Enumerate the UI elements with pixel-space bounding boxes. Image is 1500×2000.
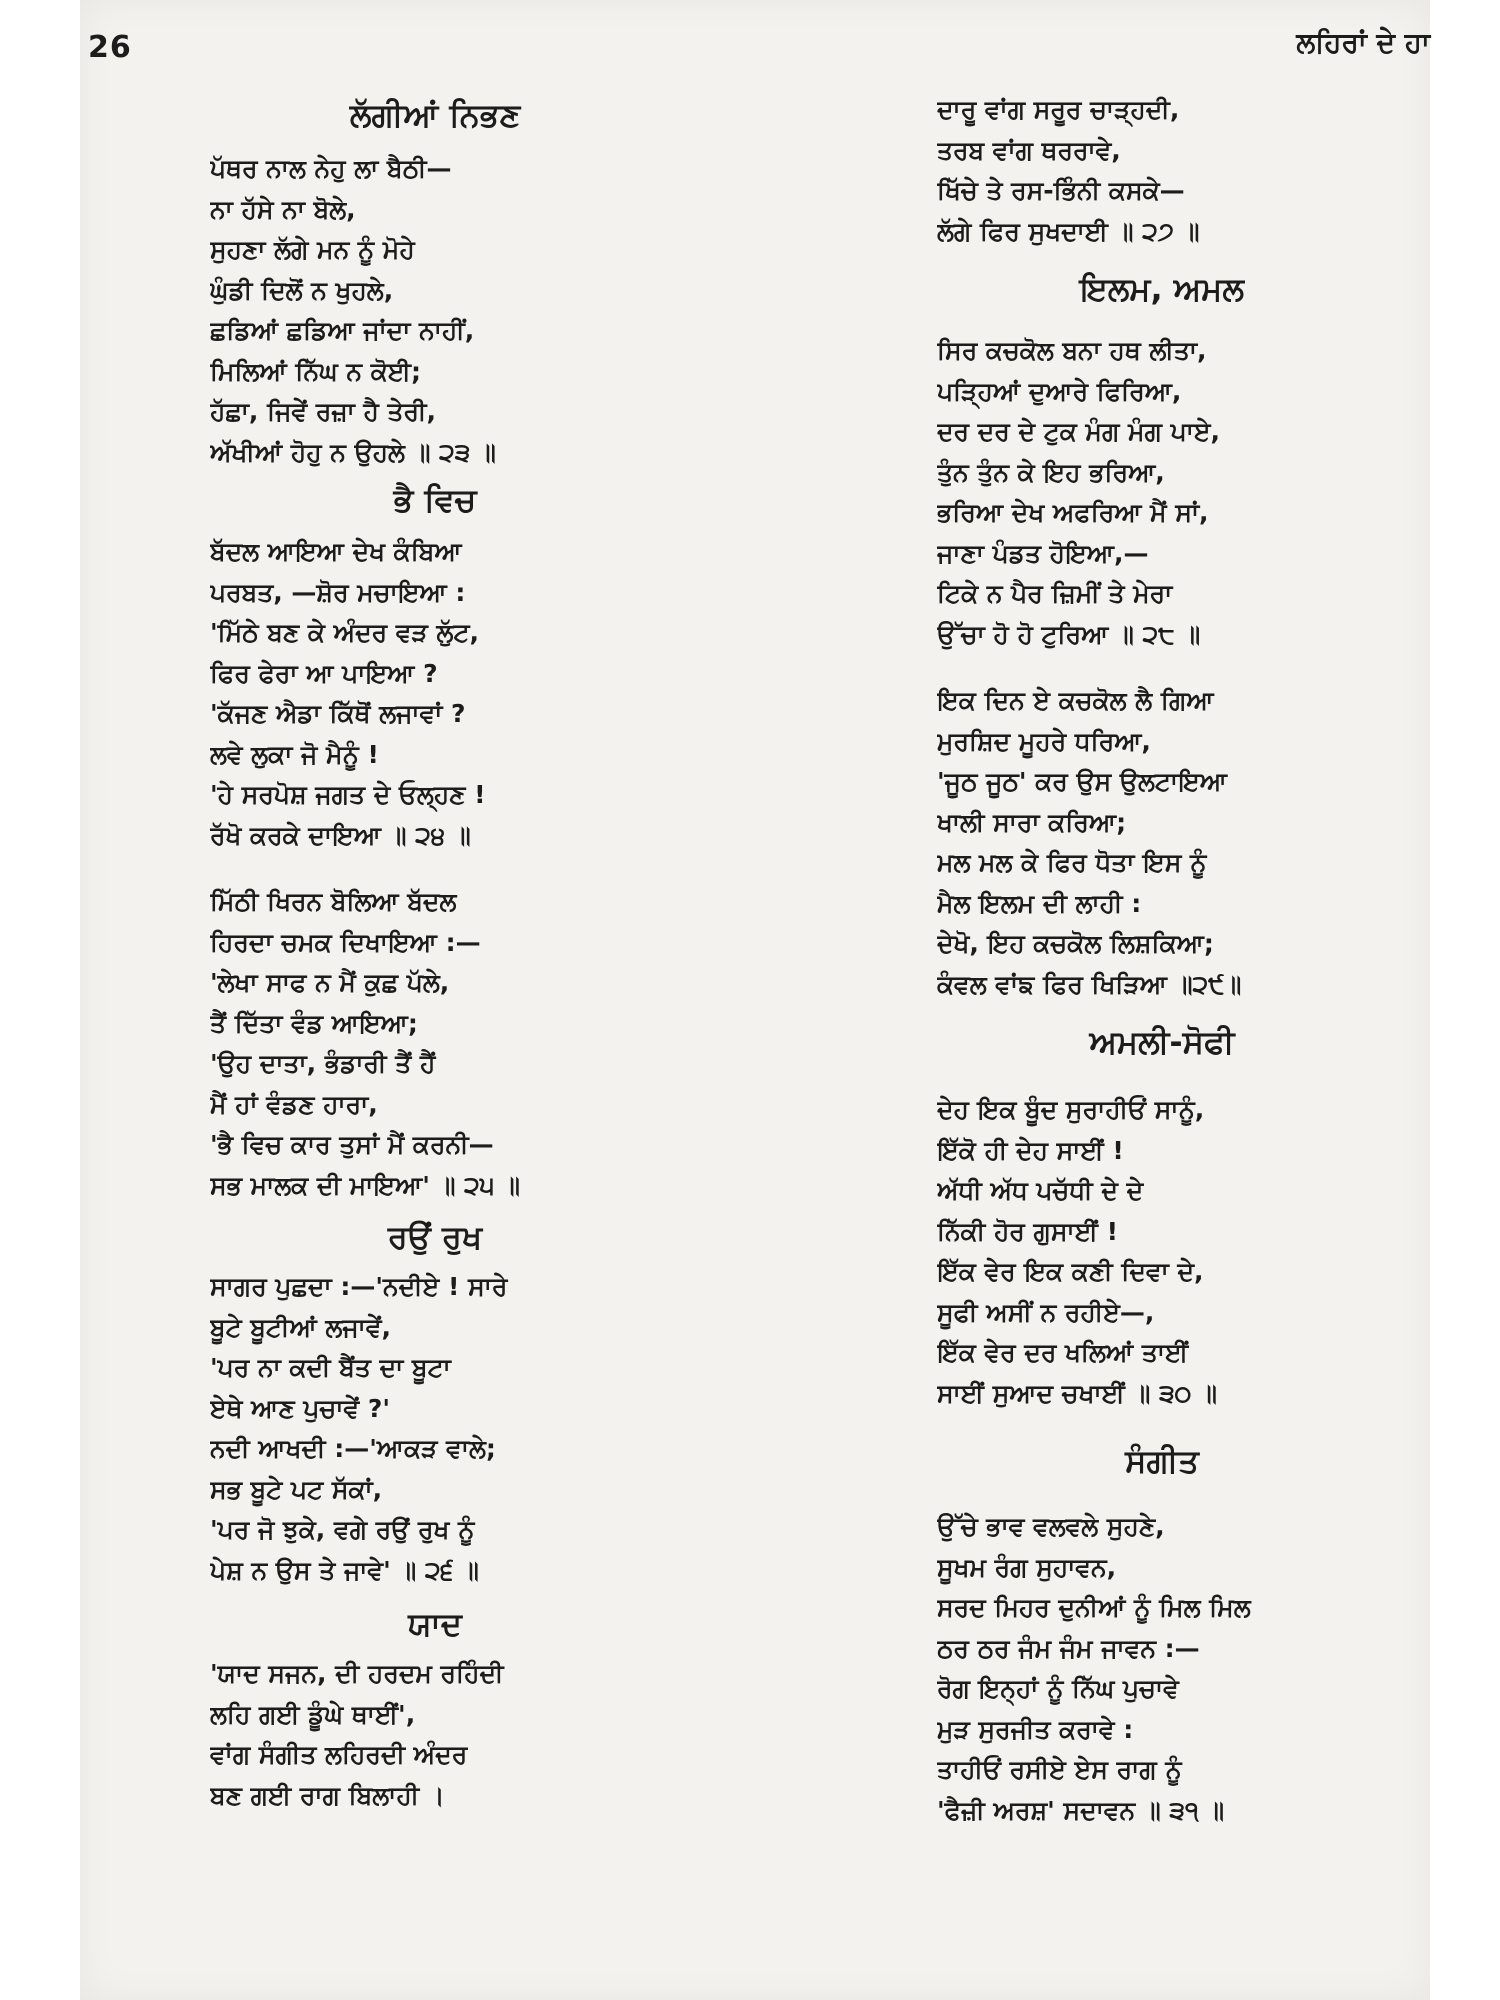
verse-line: ਇੱਕੋ ਹੀ ਦੇਹ ਸਾਈਂ ! [937,1135,1124,1165]
verse-line: ਮੁਰਸ਼ਿਦ ਮੂਹਰੇ ਧਰਿਆ, [937,726,1151,756]
stanza [937,1507,1387,1831]
verse-line: ਏਥੇ ਆਣ ਪੁਚਾਵੇਂ ?' [210,1393,390,1423]
verse-line: ਸੁਹਣਾ ਲੱਗੇ ਮਨ ਨੂੰ ਮੋਹੇ [210,235,415,264]
poem-title: ਲੱਗੀਆਂ ਨਿਭਣ [349,96,521,134]
verse-line: ਠਰ ਠਰ ਜੰਮ ਜੰਮ ਜਾਵਨ :— [937,1633,1200,1663]
verse-line: ਅੱਧੀ ਅੱਧ ਪਚੱਧੀ ਦੇ ਦੇ [937,1176,1144,1205]
stanza [210,1654,660,1816]
verse-line: 'ਯਾਦ ਸਜਨ, ਦੀ ਹਰਦਮ ਰਹਿੰਦੀ [210,1659,504,1688]
verse-line: ਮੈਲ ਇਲਮ ਦੀ ਲਾਹੀ : [937,888,1142,918]
verse-line: ਪੜ੍ਹਿਆਂ ਦੁਆਰੇ ਫਿਰਿਆ, [937,376,1182,406]
verse-line: ਉੱਚਾ ਹੋ ਹੋ ਟੁਰਿਆ ॥ ੨੮ ॥ [937,619,1201,649]
verse-line: ਮੈਂ ਹਾਂ ਵੰਡਣ ਹਾਰਾ, [210,1089,378,1119]
verse-line: 'ਉਹ ਦਾਤਾ, ਭੰਡਾਰੀ ਤੈਂ ਹੈਂ [210,1049,436,1078]
verse-line: ਤੁੰਨ ਤੁੰਨ ਕੇ ਇਹ ਭਰਿਆ, [937,457,1165,487]
stanza [210,532,660,856]
verse-line: ਘੁੰਡੀ ਦਿਲੋਂ ਨ ਖੁਹਲੇ, [210,275,394,305]
verse-line: ਲਵੇ ਲੁਕਾ ਜੋ ਮੈਨੂੰ ! [210,739,379,769]
stanza [937,1090,1387,1414]
verse-line: ਸੂਫੀ ਅਸੀਂ ਨ ਰਹੀਏ—, [937,1297,1155,1327]
verse-line: ਮਿਲਿਆਂ ਨਿੱਘ ਨ ਕੋਈ; [210,356,421,386]
verse-line: ਜਾਣਾ ਪੰਡਤ ਹੋਇਆ,— [937,538,1149,568]
verse-line: 'ਕੱਜਣ ਐਡਾ ਕਿੱਥੋਂ ਲਜਾਵਾਂ ? [210,699,466,728]
stanza [210,882,660,1206]
verse-line: 'ਪਰ ਜੋ ਝੁਕੇ, ਵਗੇ ਰਉਂ ਰੁਖ ਨੂੰ [210,1515,475,1544]
page-number: 26 [88,30,132,65]
verse-line: 'ਜੂਠ ਜੂਠ' ਕਰ ਉਸ ਉਲਟਾਇਆ [937,767,1227,796]
book-page [80,0,1430,2000]
stanza [937,331,1387,655]
verse-line: 'ਲੇਖਾ ਸਾਫ ਨ ਮੈਂ ਕੁਛ ਪੱਲੇ, [210,968,450,997]
verse-line: ਸਭ ਮਾਲਕ ਦੀ ਮਾਇਆ' ॥ ੨੫ ॥ [210,1170,520,1200]
verse-line: 'ਮਿੱਠੇ ਬਣ ਕੇ ਅੰਦਰ ਵੜ ਲੁੱਟ, [210,618,479,647]
verse-line: ਮੁੜ ਸੁਰਜੀਤ ਕਰਾਵੇ : [937,1714,1134,1744]
verse-line: ਖਾਲੀ ਸਾਰਾ ਕਰਿਆ; [937,807,1127,837]
verse-line: ਸਿਰ ਕਚਕੋਲ ਬਨਾ ਹਥ ਲੀਤਾ, [937,336,1207,365]
verse-line: ਅੱਖੀਆਂ ਹੋਹੁ ਨ ਉਹਲੇ ॥ ੨੩ ॥ [210,437,496,467]
stanza [210,149,660,473]
verse-line: ਰੱਖੋ ਕਰਕੇ ਦਾਇਆ ॥ ੨੪ ॥ [210,820,471,850]
verse-line: ਬਣ ਗਈ ਰਾਗ ਬਿਲਾਹੀ । [210,1780,445,1810]
verse-line: ਇੱਕ ਵੇਰ ਦਰ ਖਲਿਆਂ ਤਾਈਂ [937,1338,1189,1367]
verse-line: ਭਰਿਆ ਦੇਖ ਅਫਰਿਆ ਮੈਂ ਸਾਂ, [937,498,1209,527]
verse-line: ਪਰਬਤ, —ਸ਼ੋਰ ਮਚਾਇਆ : [210,577,466,607]
verse-line: ਦਾਰੂ ਵਾਂਗ ਸਰੂਰ ਚਾੜ੍ਹਦੀ, [937,95,1180,124]
verse-line: ਪੇਸ਼ ਨ ਉਸ ਤੇ ਜਾਵੇ' ॥ ੨੬ ॥ [210,1555,479,1585]
verse-line: ਨਦੀ ਆਖਦੀ :—'ਆਕੜ ਵਾਲੇ; [210,1434,496,1463]
verse-line: ਨਾ ਹੱਸੇ ਨਾ ਬੋਲੇ, [210,194,356,224]
stanza [937,681,1387,1005]
stanza [210,1267,660,1591]
verse-line: 'ਪਰ ਨਾ ਕਦੀ ਬੈਂਤ ਦਾ ਬੂਟਾ [210,1353,451,1382]
verse-line: ਲੱਗੇ ਫਿਰ ਸੁਖਦਾਈ ॥ ੨੭ ॥ [937,216,1200,246]
verse-line: ਸਰਦ ਮਿਹਰ ਦੁਨੀਆਂ ਨੂੰ ਮਿਲ ਮਿਲ [937,1593,1251,1622]
verse-line: ਦਰ ਦਰ ਦੇ ਟੁਕ ਮੰਗ ਮੰਗ ਪਾਏ, [937,417,1221,446]
verse-line: ਤੈਂ ਦਿੱਤਾ ਵੰਡ ਆਇਆ; [210,1008,418,1038]
verse-line: ਦੇਹ ਇਕ ਬੂੰਦ ਸੁਰਾਹੀਓਂ ਸਾਨੂੰ, [937,1095,1205,1124]
verse-line: ਤਾਹੀਓਂ ਰਸੀਏ ਏਸ ਰਾਗ ਨੂੰ [937,1755,1182,1784]
verse-line: ਬੂਟੇ ਬੂਟੀਆਂ ਲਜਾਵੇਂ, [210,1312,391,1342]
verse-line: ਇਕ ਦਿਨ ਏ ਕਚਕੋਲ ਲੈ ਗਿਆ [937,686,1214,715]
verse-line: ਕੰਵਲ ਵਾਂਙ ਫਿਰ ਖਿੜਿਆ ॥੨੯॥ [937,969,1242,999]
verse-line: ਸਾਈਂ ਸੁਆਦ ਚਖਾਈਂ ॥ ੩੦ ॥ [937,1378,1218,1408]
verse-line: 'ਫੈਜ਼ੀ ਅਰਸ਼' ਸਦਾਵਨ ॥ ੩੧ ॥ [937,1795,1225,1825]
verse-line: ਤਰਬ ਵਾਂਗ ਥਰਰਾਵੇ, [937,135,1121,165]
verse-line: ਪੱਥਰ ਨਾਲ ਨੇਹੁ ਲਾ ਬੈਠੀ— [210,154,452,183]
right-column [937,90,1387,1831]
verse-line: ਲਹਿ ਗਈ ਡੂੰਘੇ ਥਾਈਂ', [210,1699,416,1729]
poem-title: ਸੰਗੀਤ [1125,1442,1199,1480]
verse-line: ਨਿੱਕੀ ਹੋਰ ਗੁਸਾਈਂ ! [937,1216,1119,1246]
verse-line: ਦੇਖੋ, ਇਹ ਕਚਕੋਲ ਲਿਸ਼ਕਿਆ; [937,929,1214,958]
verse-line: ਬੱਦਲ ਆਇਆ ਦੇਖ ਕੰਬਿਆ [210,537,462,566]
verse-line: ਟਿਕੇ ਨ ਪੈਰ ਜ਼ਿਮੀਂ ਤੇ ਮੇਰਾ [937,579,1173,608]
poem-title: ਯਾਦ [408,1605,462,1643]
poem-title: ਅਮਲੀ-ਸੋਫੀ [1089,1023,1235,1061]
verse-line: ਰੋਗ ਇਨ੍ਹਾਂ ਨੂੰ ਨਿੱਘ ਪੁਚਾਵੇ [937,1674,1179,1703]
verse-line: 'ਭੈ ਵਿਚ ਕਾਰ ਤੁਸਾਂ ਮੈਂ ਕਰਨੀ— [210,1130,494,1159]
poem-title: ਰਉਂ ਰੁਖ [387,1218,483,1256]
poem-title: ਇਲਮ, ਅਮਲ [1079,270,1244,308]
verse-line: ਹਿਰਦਾ ਚਮਕ ਦਿਖਾਇਆ :— [210,927,481,957]
verse-line: ਹੱਛਾ, ਜਿਵੇਂ ਰਜ਼ਾ ਹੈ ਤੇਰੀ, [210,397,437,426]
verse-line: ਸਾਗਰ ਪੁਛਦਾ :—'ਨਦੀਏ ! ਸਾਰੇ [210,1272,508,1301]
verse-line: ਮਲ ਮਲ ਕੇ ਫਿਰ ਧੋਤਾ ਇਸ ਨੂੰ [937,848,1207,877]
verse-line: 'ਹੇ ਸਰਪੋਸ਼ ਜਗਤ ਦੇ ਓਲ੍ਹਣ ! [210,780,486,809]
poem-title: ਭੈ ਵਿਚ [393,481,477,519]
verse-line: ਸੂਖਮ ਰੰਗ ਸੁਹਾਵਨ, [937,1552,1117,1582]
verse-line: ਉੱਚੇ ਭਾਵ ਵਲਵਲੇ ਸੁਹਣੇ, [937,1512,1165,1541]
verse-line: ਛਡਿਆਂ ਛਡਿਆ ਜਾਂਦਾ ਨਾਹੀਂ, [210,316,475,345]
verse-line: ਫਿਰ ਫੇਰਾ ਆ ਪਾਇਆ ? [210,658,438,688]
verse-line: ਇੱਕ ਵੇਰ ਇਕ ਕਣੀ ਦਿਵਾ ਦੇ, [937,1257,1204,1286]
verse-line: ਖਿੱਚੇ ਤੇ ਰਸ-ਭਿੰਨੀ ਕਸਕੇ— [937,176,1185,205]
stanza [937,90,1387,252]
verse-line: ਵਾਂਗ ਸੰਗੀਤ ਲਹਿਰਦੀ ਅੰਦਰ [210,1740,468,1769]
verse-line: ਸਭ ਬੂਟੇ ਪਟ ਸੱਕਾਂ, [210,1474,383,1504]
verse-line: ਮਿੱਠੀ ਖਿਰਨ ਬੋਲਿਆ ਬੱਦਲ [210,887,457,916]
left-column [210,96,660,1816]
running-head: ਲਹਿਰਾਂ ਦੇ ਹਾ [1296,26,1430,59]
